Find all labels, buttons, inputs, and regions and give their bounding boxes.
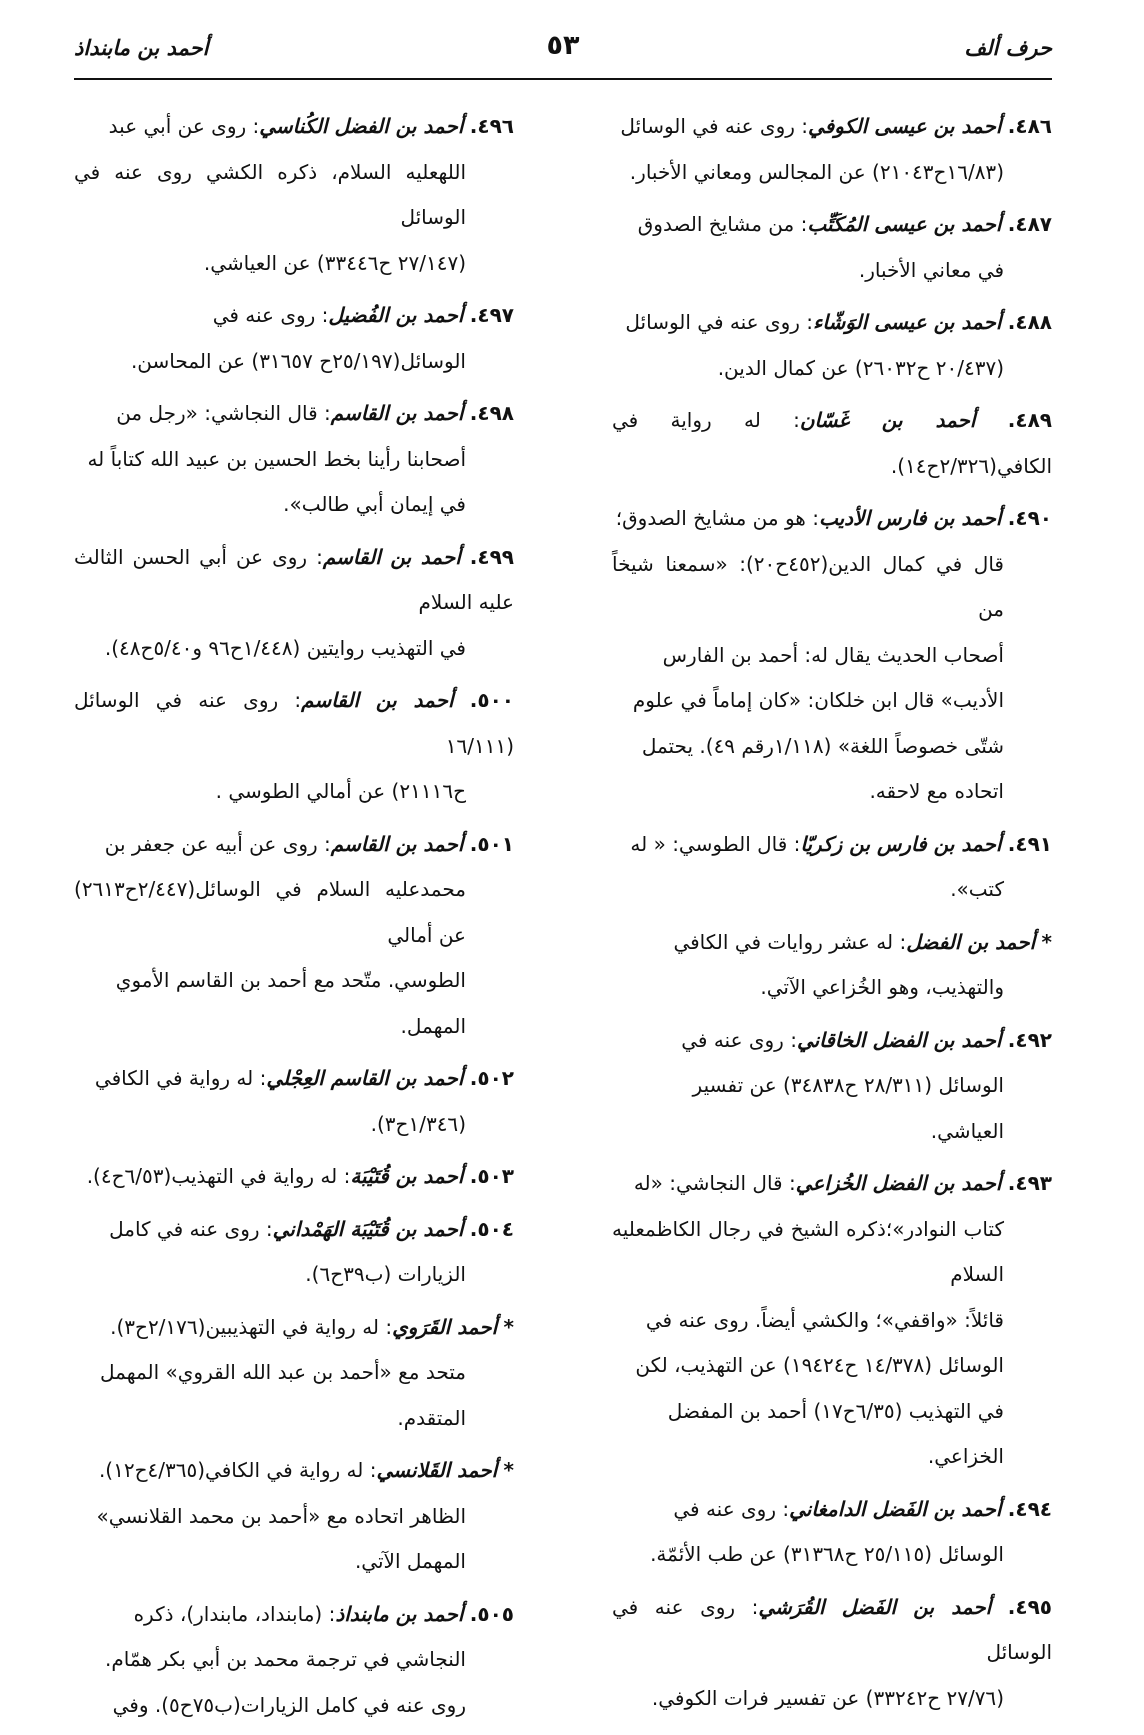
page-number: ٥٣ xyxy=(546,30,580,61)
entry-text: : روى عن أبيه عن جعفر بن xyxy=(104,831,331,856)
biography-entry xyxy=(74,391,514,528)
entry-continuation-line: الوسائل (١٤/٣٧٨ ح١٩٤٢٤) عن التهذيب، لكن xyxy=(635,1353,1004,1377)
biography-entry xyxy=(74,1056,514,1147)
entry-name: أحمد بن عيسى الوَشّاء xyxy=(813,310,1002,334)
entry-continuation-line: في التهذيب روايتين (١/٤٤٨ح٩٦ و٥/٤٠ح٤٨). xyxy=(104,635,466,660)
header-running-title: أحمد بن مابنداذ xyxy=(74,36,209,60)
entry-continuation-line: النجاشي في ترجمة محمد بن أبي بكر همّام. xyxy=(105,1647,466,1671)
entry-first-line xyxy=(74,1056,514,1102)
entry-number: ٤٩٢. xyxy=(1007,1027,1052,1052)
entry-first-line xyxy=(74,822,514,868)
entry-continuation-line: الظاهر اتحاده مع «أحمد بن محمد القلانسي» xyxy=(96,1503,466,1528)
entry-text: : قال النجاشي: «رجل من xyxy=(116,401,331,425)
entry-name: أحمد بن الفَضل الدامغاني xyxy=(789,1496,1002,1521)
entry-text: : روى عنه في الوسائل xyxy=(612,1594,1052,1664)
entry-name: أحمد بن القاسم العِجْلي xyxy=(266,1066,464,1090)
biography-entry xyxy=(612,202,1052,293)
entry-name: أحمد بن القاسم xyxy=(322,544,461,569)
entry-first-line xyxy=(612,1487,1052,1533)
entry-number: ٥٠٣. xyxy=(469,1164,514,1188)
biography-entry xyxy=(74,1207,514,1298)
entry-continuation-line: كتاب النوادر»؛ذكره الشيخ في رجال الكاظمعليه السلام xyxy=(612,1216,1004,1286)
entry-continuation-line: الخزاعي. xyxy=(927,1444,1004,1468)
header-section-title: حرف ألف xyxy=(964,36,1052,60)
entry-first-line xyxy=(612,300,1052,346)
entry-first-line xyxy=(74,391,514,437)
entry-continuation-line: المهمل. xyxy=(400,1013,466,1038)
entry-name: أحمد بن القاسم xyxy=(330,831,464,856)
entry-name: أحمد بن القاسم xyxy=(301,688,454,712)
entry-text: : (مابنداد، مابندار)، ذكره xyxy=(133,1601,336,1626)
entry-number: ٤٩٣. xyxy=(1007,1171,1052,1195)
entry-text: : روى عن أبي الحسن الثالث عليه السلام xyxy=(74,544,514,614)
entry-text: : روى عنه في xyxy=(673,1496,790,1521)
entry-continuation-line: الطوسي. متّحد مع أحمد بن القاسم الأموي xyxy=(115,968,466,992)
entry-continuation-line: المتقدم. xyxy=(397,1405,466,1430)
entry-first-line xyxy=(74,1592,514,1638)
entry-continuation-line: الوسائل (٢٥/١١٥ ح٣١٣٦٨) عن طب الأئمّة. xyxy=(650,1542,1004,1566)
entry-number: ٤٨٧. xyxy=(1007,212,1052,236)
entry-star-marker: * xyxy=(503,1314,514,1339)
entry-number: ٥٠٤. xyxy=(469,1216,514,1241)
entry-text: : روى عنه في xyxy=(681,1027,797,1052)
entry-text: : من مشايخ الصدوق xyxy=(637,212,808,236)
entry-name: أحمد بن غَسّان xyxy=(799,408,976,432)
entry-continuation-line: (١٦/٨٣ح٢١٠٤٣) عن المجالس ومعاني الأخبار. xyxy=(629,159,1004,184)
entry-name: أحمد بن الفَضل القُرَشي xyxy=(758,1594,992,1619)
entry-continuation-line: أصحاب الحديث يقال له: أحمد بن الفارس xyxy=(662,642,1004,667)
entry-first-line xyxy=(74,104,514,150)
entry-number: ٥٠٠. xyxy=(469,688,515,712)
entry-name: أحمد بن الفضل الكُناسي xyxy=(259,114,464,138)
biography-entry xyxy=(612,1585,1052,1722)
biography-entry xyxy=(74,1305,514,1442)
entry-number: ٤٩٨. xyxy=(469,401,514,425)
biography-entry xyxy=(74,822,514,1050)
entry-text: : له رواية في الكافي xyxy=(94,1066,267,1090)
entry-continuation-line: اللهعليه السلام، ذكره الكشي روى عنه في الوسائل xyxy=(74,159,466,229)
biography-entry xyxy=(74,1592,514,1729)
entry-first-line xyxy=(612,822,1052,868)
entry-number: ٤٩٠. xyxy=(1007,506,1052,530)
entry-number: ٥٠٥. xyxy=(469,1601,514,1626)
page-header xyxy=(74,30,1052,74)
biography-entry xyxy=(74,1154,514,1200)
entry-first-line xyxy=(612,496,1052,542)
biography-entry xyxy=(74,104,514,286)
entry-first-line xyxy=(612,1161,1052,1207)
entry-text: : قال النجاشي: «له xyxy=(633,1171,796,1195)
entry-continuation-line: اتحاده مع لاحقه. xyxy=(869,779,1004,803)
entry-continuation-line: في التهذيب (٦/٣٥ح١٧) أحمد بن المفضل xyxy=(667,1398,1004,1423)
entry-first-line xyxy=(74,1305,514,1351)
biography-entry xyxy=(74,1448,514,1585)
entry-first-line xyxy=(74,678,514,769)
entry-name: أحمد بن الفضل الخُزاعي xyxy=(795,1171,1002,1195)
entry-number: ٤٨٦. xyxy=(1007,114,1052,138)
entry-first-line xyxy=(612,920,1052,966)
entry-number: ٥٠١. xyxy=(469,831,514,856)
entry-number: ٤٩٤. xyxy=(1007,1496,1052,1521)
entry-name: أحمد بن عيسى المُكَتِّب xyxy=(807,212,1002,236)
entry-number: ٥٠٢. xyxy=(469,1066,514,1090)
entry-name: أحمد بن القاسم xyxy=(330,401,464,425)
entry-name: أحمد بن الفضل الخاقاني xyxy=(796,1027,1002,1052)
entry-name: أحمد بن الفُضيل xyxy=(328,303,464,327)
header-rule xyxy=(74,78,1052,80)
entry-number: ٤٩٦. xyxy=(469,114,514,138)
entry-continuation-line: الوسائل (٢٨/٣١١ ح٣٤٨٣٨) عن تفسير xyxy=(692,1073,1004,1097)
entry-text: : له رواية في الكافي(٤/٣٦٥ح١٢). xyxy=(98,1458,377,1482)
entry-text: : روى عنه في الوسائل xyxy=(625,310,814,334)
entry-continuation-line: متحد مع «أحمد بن عبد الله القروي» المهمل xyxy=(100,1360,466,1384)
biography-entry xyxy=(612,1487,1052,1578)
entry-star-marker: * xyxy=(503,1458,514,1482)
entry-name: أحمد بن فارس بن زكريّا xyxy=(800,831,1002,856)
entry-first-line xyxy=(74,1154,514,1200)
biography-entry xyxy=(612,920,1052,1011)
entry-continuation-line: الوسائل(٢٥/١٩٧ح ٣١٦٥٧) عن المحاسن. xyxy=(130,348,466,373)
entry-text: : له رواية في الكافي(٢/٣٢٦ح١٤). xyxy=(612,408,1052,478)
left-column xyxy=(74,104,514,1735)
entry-number: ٤٩٧. xyxy=(469,303,514,327)
entry-continuation-line: روى عنه في كامل الزيارات(ب٧٥ح٥). وفي xyxy=(112,1692,466,1717)
entry-name: أحمد بن مابنداذ xyxy=(335,1601,464,1626)
entry-continuation-line: قائلاً: «واقفي»؛ والكشي أيضاً. روى عنه في xyxy=(645,1307,1004,1332)
entry-continuation-line: في إيمان أبي طالب». xyxy=(283,492,466,516)
biography-entry xyxy=(612,1161,1052,1480)
entry-number: ٤٩٥. xyxy=(1007,1594,1053,1619)
entry-star-marker: * xyxy=(1041,929,1052,954)
biography-entry xyxy=(74,293,514,384)
entry-first-line xyxy=(612,202,1052,248)
entry-name: أحمد بن قُتَيْبَة xyxy=(350,1164,464,1188)
entry-text: : له عشر روايات في الكافي xyxy=(673,929,907,954)
entry-text: : له رواية في التهذيبين(٢/١٧٦ح٣). xyxy=(110,1314,393,1339)
entry-number: ٤٩١. xyxy=(1007,831,1052,856)
entry-continuation-line: العياشي. xyxy=(930,1118,1004,1143)
entry-text: : قال الطوسي: « له xyxy=(630,831,801,856)
entry-first-line xyxy=(74,293,514,339)
entry-name: أحمد بن فارس الأديب xyxy=(818,506,1002,530)
entry-name: أحمد بن عيسى الكوفي xyxy=(808,114,1002,138)
entry-text: : روى عنه في الوسائل (١٦/١١١ xyxy=(74,688,514,758)
entry-first-line xyxy=(612,1585,1052,1676)
entry-number: ٤٩٩. xyxy=(469,544,514,569)
entry-name: أحمد بن الفضل xyxy=(906,929,1036,954)
entry-continuation-line: أصحابنا رأينا بخط الحسين بن عبيد الله كتاباً له xyxy=(87,446,466,471)
entry-text: : روى عن أبي عبد xyxy=(108,114,260,138)
biography-entry xyxy=(612,104,1052,195)
entry-continuation-line: والتهذيب، وهو الخُزاعي الآتي. xyxy=(760,975,1004,999)
entry-first-line xyxy=(612,104,1052,150)
entry-first-line xyxy=(74,1207,514,1253)
entry-text: : هو من مشايخ الصدوق؛ xyxy=(615,506,819,530)
entry-continuation-line: (٢٠/٤٣٧ ح٢٦٠٣٢) عن كمال الدين. xyxy=(717,355,1004,380)
right-column xyxy=(612,104,1052,1728)
entry-continuation-line: ح٢١١١٦) عن أمالي الطوسي . xyxy=(215,779,466,803)
entry-continuation-line: كتب». xyxy=(950,877,1004,901)
entry-first-line xyxy=(74,1448,514,1494)
entry-name: أحمد القَرَوي xyxy=(392,1314,498,1339)
entry-first-line xyxy=(612,398,1052,489)
entry-first-line xyxy=(612,1018,1052,1064)
entry-number: ٤٨٩. xyxy=(1007,408,1053,432)
entry-name: أحمد بن قُتَيْبَة الهَمْداني xyxy=(272,1216,464,1241)
entry-continuation-line: الأديب» قال ابن خلكان: «كان إماماً في علوم xyxy=(632,688,1004,712)
biography-entry xyxy=(612,496,1052,815)
entry-continuation-line: محمدعليه السلام في الوسائل(٢/٤٤٧ح٢٦١٣) عن أمالي xyxy=(74,877,466,947)
entry-continuation-line: (٢٧/١٤٧ ح٣٣٤٤٦) عن العياشي. xyxy=(203,250,466,275)
entry-continuation-line: في معاني الأخبار. xyxy=(858,257,1004,282)
entry-continuation-line: قال في كمال الدين(٤٥٢ح٢٠): «سمعنا شيخاً من xyxy=(612,551,1004,621)
biography-entry xyxy=(612,822,1052,913)
entry-continuation-line: شتّى خصوصاً اللغة» (١/١١٨رقم ٤٩). يحتمل xyxy=(641,733,1004,758)
entry-continuation-line: (٢٧/٧٦ ح٣٣٢٤٢) عن تفسير فرات الكوفي. xyxy=(651,1685,1004,1710)
entry-text: : له رواية في التهذيب(٦/٥٣ح٤). xyxy=(86,1164,351,1188)
entry-continuation-line: (١/٣٤٦ح٣). xyxy=(370,1111,466,1136)
entry-text: : روى عنه في الوسائل xyxy=(620,114,808,138)
entry-name: أحمد القَلانسي xyxy=(376,1458,498,1482)
biography-entry xyxy=(612,1018,1052,1155)
entry-number: ٤٨٨. xyxy=(1007,310,1052,334)
entry-continuation-line: الزيارات (ب٣٩ح٦). xyxy=(305,1262,466,1286)
entry-continuation-line: المهمل الآتي. xyxy=(354,1549,466,1573)
biography-entry xyxy=(74,678,514,815)
biography-entry xyxy=(612,300,1052,391)
biography-entry xyxy=(612,398,1052,489)
entry-text: : روى عنه في كامل xyxy=(109,1216,273,1241)
entry-text: : روى عنه في xyxy=(212,303,329,327)
entry-first-line xyxy=(74,535,514,626)
biography-entry xyxy=(74,535,514,672)
